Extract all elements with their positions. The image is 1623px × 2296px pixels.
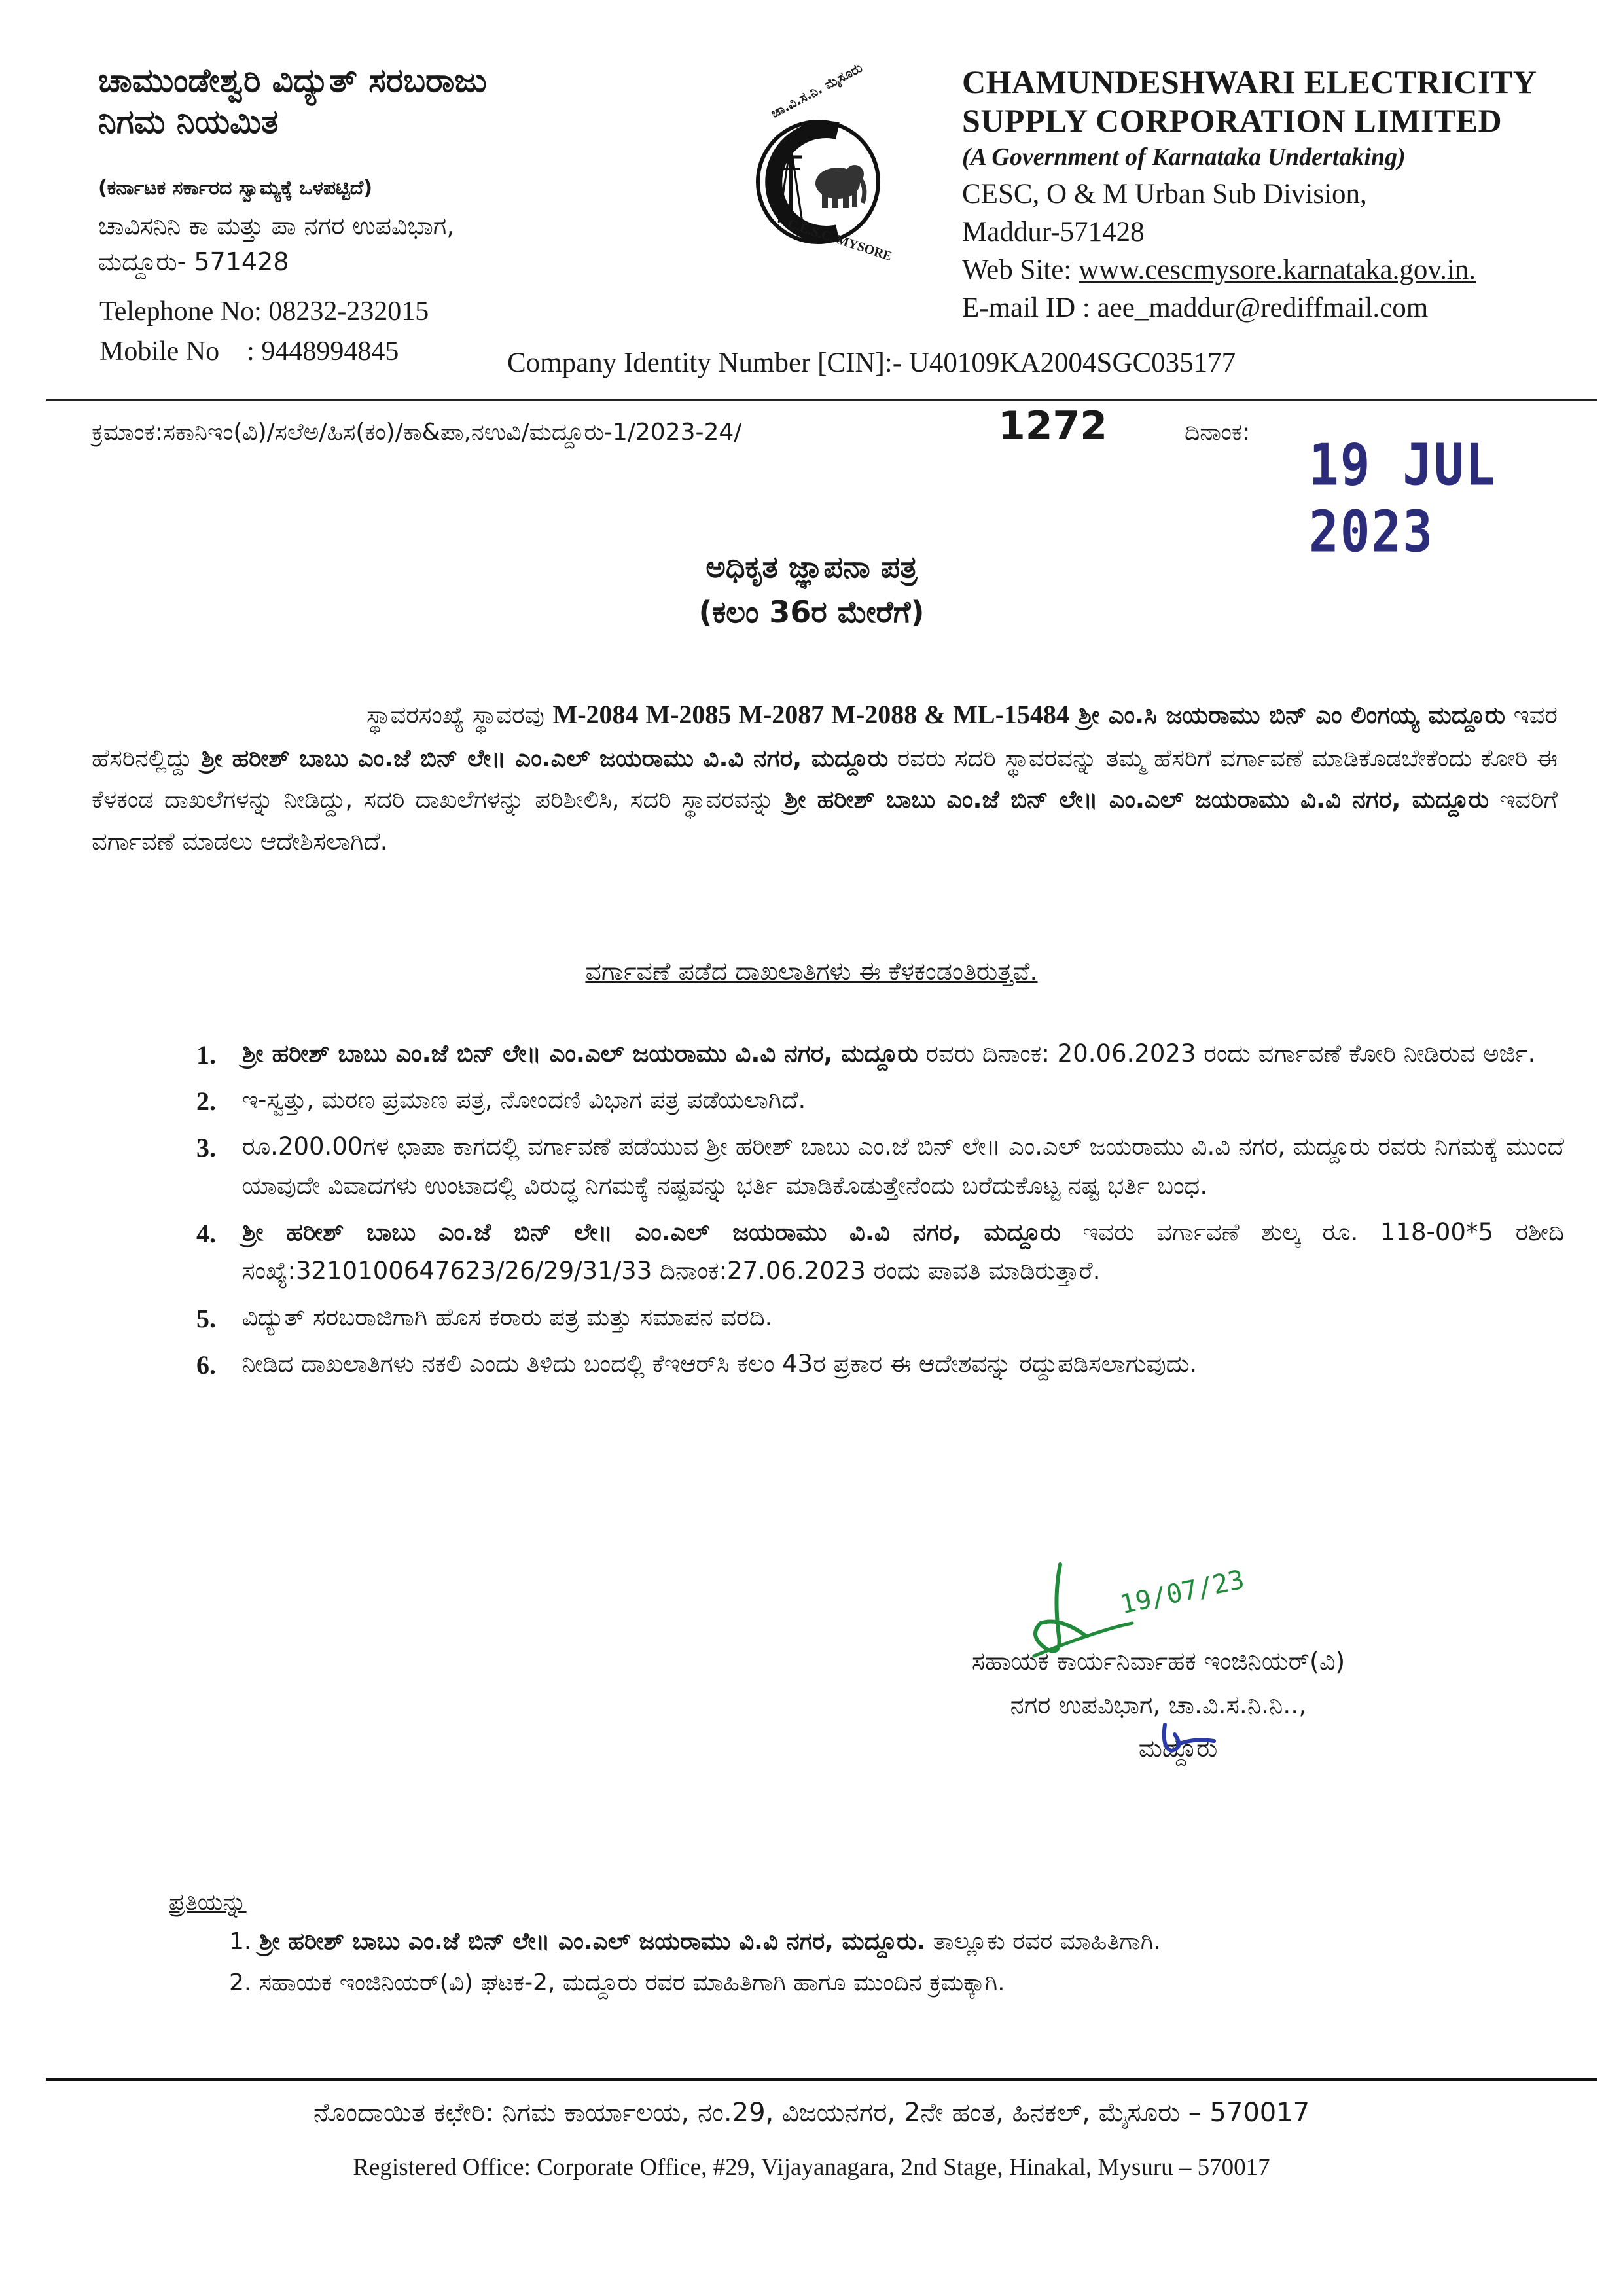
body-paragraph [92,692,1558,863]
footer-divider [46,2078,1597,2081]
reference-number: 1272 [998,403,1107,449]
copy-item-number: 2. [229,1969,252,1996]
document-title [0,545,1623,635]
kn-company-name-line1: ಚಾಮುಂಡೇಶ್ವರಿ ವಿದ್ಯುತ್ ಸರಬರಾಜು [98,62,487,99]
kn-address [98,208,454,280]
en-company-name [962,63,1537,140]
body-text-mid2: ರವರು ಸದರಿ ಸ್ಥಾವರವನ್ನು ತಮ್ಮ ಹೆಸರಿಗೆ ವರ್ಗಾವಣೆ ಮಾಡಿಕೊಡಬೇಕೆಂದು ಕೋರಿ ಈ ಕೆಳಕಂಡ ದಾಖಲೆಗಳನ್ನು ನೀಡಿದ್ದು, ಸದರಿ ದಾಖಲೆಗಳನ್ನು ಪರಿಶೀಲಿಸಿ, ಸದರಿ ಸ್ಥಾವರವನ್ನು [92,744,1558,814]
website-link[interactable]: www.cescmysore.karnataka.gov.in. [1079,255,1476,286]
copy-item-bold: ಶ್ರೀ ಹರೀಶ್ ಬಾಬು ಎಂ.ಜೆ ಬಿನ್ ಲೇ॥ ಎಂ.ಎಲ್ ಜಯರಾಮು ವಿ.ವಿ ನಗರ, ಮದ್ದೂರು. [259,1928,926,1955]
list-item [229,1921,1571,1962]
reference-number-label: ಕ್ರಮಾಂಕ:ಸಕಾನಿಇಂ(ವಿ)/ಸಲೆಅ/ಹಿಸ(ಕಂ)/ಕಾ&ಪಾ,ನಉವಿ/ಮದ್ದೂರು-1/2023-24/ [92,419,742,446]
list-item-bold: ಶ್ರೀ ಹರೀಶ್ ಬಾಬು ಎಂ.ಜೆ ಬಿನ್ ಲೇ॥ ಎಂ.ಎಲ್ ಜಯರಾಮು ವಿ.ವಿ ನಗರ, ಮದ್ದೂರು [242,1217,1061,1246]
email: E-mail ID : aee_maddur@rediffmail.com [962,293,1429,324]
list-item [229,1962,1571,2003]
documents-heading: ವರ್ಗಾವಣೆ ಪಡೆದ ದಾಖಲಾತಿಗಳು ಈ ಕೆಳಕಂಡಂತಿರುತ್ತವೆ. [585,957,1038,986]
installation-numbers: M-2084 M-2085 M-2087 M-2088 & ML-15484 [552,700,1069,729]
body-text-mid1: ಇವರ ಹೆಸರಿನಲ್ಲಿದ್ದು [92,701,1558,772]
date-stamp: 19 JUL 2023 [1309,431,1497,565]
list-item-text: ವಿದ್ಯುತ್ ಸರಬರಾಜಿಗಾಗಿ ಹೊಸ ಕರಾರು ಪತ್ರ ಮತ್ತು ಸಮಾಪನ ವರದಿ. [242,1303,773,1332]
applicant-name-repeat: ಶ್ರೀ ಹರೀಶ್ ಬಾಬು ಎಂ.ಜೆ ಬಿನ್ ಲೇ॥ ಎಂ.ಎಲ್ ಜಯರಾಮು ವಿ.ವಿ ನಗರ, ಮದ್ದೂರು [784,785,1489,814]
list-item-number: 1. [196,1040,216,1069]
website-label: Web Site: [962,255,1079,286]
copy-item-number: 1. [229,1928,252,1955]
footer-en-address: Registered Office: Corporate Office, #29, Vijayanagara, 2nd Stage, Hinakal, Mysuru – 570017 [353,2154,1270,2181]
list-item-text: ನೀಡಿದ ದಾಖಲಾತಿಗಳು ನಕಲಿ ಎಂದು ತಿಳಿದು ಬಂದಲ್ಲಿ ಕೆಇಆರ್‌ಸಿ ಕಲಂ 43ರ ಪ್ರಕಾರ ಈ ಆದೇಶವನ್ನು ರದ್ದುಪಡಿಸಲಾಗುವುದು. [242,1350,1198,1378]
list-item [196,1213,1564,1290]
list-item-text: ಇವರು ವರ್ಗಾವಣೆ ಶುಲ್ಕ ರೂ. 118-00*5 ರಶೀದಿ ಸಂಖ್ಯೆ:3210100647623/26/29/31/33 ದಿನಾಂಕ:27.06.2023 ರಂದು ಪಾವತಿ ಮಾಡಿರುತ್ತಾರೆ. [242,1217,1564,1285]
cesc-logo [740,60,897,264]
document-title-line2: (ಕಲಂ 36ರ ಮೇರೆಗೆ) [698,594,925,630]
list-item [196,1034,1564,1073]
documents-list [196,1034,1564,1391]
kn-company-name [98,60,487,142]
list-item-text: ರವರು ದಿನಾಂಕ: 20.06.2023 ರಂದು ವರ್ಗಾವಣೆ ಕೋರಿ ನೀಡಿರುವ ಅರ್ಜಿ. [918,1039,1536,1067]
list-item [196,1081,1564,1119]
contact-numbers [99,292,429,372]
header-divider [46,399,1597,401]
document-title-line1: ಅಧಿಕೃತ ಜ್ಞಾಪನಾ ಪತ್ರ [705,549,918,584]
en-office: CESC, O & M Urban Sub Division, [962,179,1367,209]
telephone: Telephone No: 08232-232015 [99,296,429,327]
list-item-number: 4. [196,1218,216,1248]
current-owner: ಶ್ರೀ ಎಂ.ಸಿ ಜಯರಾಮು ಬಿನ್ ಎಂ ಲಿಂಗಯ್ಯ ಮದ್ದೂರು [1069,701,1506,729]
logo-text-bottom: C.E.S.C. MYSORE [785,216,894,264]
initials-icon [1155,1718,1221,1757]
list-item-bold: ಶ್ರೀ ಹರೀಶ್ ಬಾಬು ಎಂ.ಜೆ ಬಿನ್ ಲೇ॥ ಎಂ.ಎಲ್ ಜಯರಾಮು ವಿ.ವಿ ನಗರ, ಮದ್ದೂರು [242,1039,918,1067]
signatory-office: ನಗರ ಉಪವಿಭಾಗ, ಚಾ.ವಿ.ಸ.ನಿ.ನಿ.., [1010,1690,1307,1719]
applicant-name: ಶ್ರೀ ಹರೀಶ್ ಬಾಬು ಎಂ.ಜೆ ಬಿನ್ ಲೇ॥ ಎಂ.ಎಲ್ ಜಯರಾಮು ವಿ.ವಿ ನಗರ, ಮದ್ದೂರು [201,744,889,772]
copy-item-text: ಸಹಾಯಕ ಇಂಜಿನಿಯರ್(ವಿ) ಘಟಕ-2, ಮದ್ದೂರು ರವರ ಮಾಹಿತಿಗಾಗಿ ಹಾಗೂ ಮುಂದಿನ ಕ್ರಮಕ್ಕಾಗಿ. [259,1969,1005,1996]
kn-office: ಚಾವಿಸನಿನಿ ಕಾ ಮತ್ತು ಪಾ ನಗರ ಉಪವಿಭಾಗ, [98,211,455,240]
list-item-text: ಇ-ಸ್ವತ್ತು, ಮರಣ ಪ್ರಮಾಣ ಪತ್ರ, ನೋಂದಣಿ ವಿಭಾಗ ಪತ್ರ ಪಡೆಯಲಾಗಿದೆ. [242,1086,806,1115]
copies-label: ಪ್ರತಿಯನ್ನು [169,1889,247,1916]
signature-date: 19/07/23 [1117,1564,1247,1621]
cin-line [507,347,1236,379]
logo-text-top: ಚಾ.ವಿ.ಸ.ನಿ. ಮೈಸೂರು [768,60,865,121]
date-label: ದಿನಾಂಕ: [1185,419,1251,446]
list-item-number: 6. [196,1350,216,1380]
cin-text: Company Identity Number [CIN]:- U40109KA2004SGC035177 [507,348,1236,378]
list-item [196,1298,1564,1336]
kn-company-name-line2: ನಿಗಮ ನಿಯಮಿತ [98,102,279,141]
website-line [962,251,1476,289]
kn-city: ಮದ್ದೂರು- 571428 [98,247,289,277]
signatory-place: ಮದ್ದೂರು [1138,1734,1218,1763]
en-company-name-line1: CHAMUNDESHWARI ELECTRICITY [962,63,1537,100]
en-company-name-line2: SUPPLY CORPORATION LIMITED [962,102,1503,139]
list-item-text: ರೂ.200.00ಗಳ ಛಾಪಾ ಕಾಗದಲ್ಲಿ ವರ್ಗಾವಣೆ ಪಡೆಯುವ ಶ್ರೀ ಹರೀಶ್ ಬಾಬು ಎಂ.ಜೆ ಬಿನ್ ಲೇ॥ ಎಂ.ಎಲ್ ಜಯರಾಮು ವಿ.ವಿ ನಗರ, ಮದ್ದೂರು ರವರು ನಿಗಮಕ್ಕೆ ಮುಂದೆ ಯಾವುದೇ ವಿವಾದಗಳು ಉಂಟಾದಲ್ಲಿ ವಿರುದ್ಧ ನಿಗಮಕ್ಕೆ ನಷ್ಟವನ್ನು ಭರ್ತಿ ಮಾಡಿಕೊಡುತ್ತೇನೆಂದು ಬರೆದುಕೊಟ್ಟ ನಷ್ಟ ಭರ್ತಿ ಬಂಧ. [242,1132,1564,1200]
en-govt-note: (A Government of Karnataka Undertaking) [962,143,1406,171]
initials [1155,1718,1221,1760]
signatory-designation: ಸಹಾಯಕ ಕಾರ್ಯನಿರ್ವಾಹಕ ಇಂಜಿನಿಯರ್(ವಿ) [971,1647,1346,1676]
footer-kn-address: ನೊಂದಾಯಿತ ಕಛೇರಿ: ನಿಗಮ ಕಾರ್ಯಾಲಯ, ನಂ.29, ವಿಜಯನಗರ, 2ನೇ ಹಂತ, ಹಿನಕಲ್, ಮೈಸೂರು – 570017 [313,2098,1310,2128]
mobile: Mobile No : 9448994845 [99,336,399,367]
list-item-number: 3. [196,1133,216,1163]
copies-list [229,1921,1571,2003]
list-item [196,1344,1564,1383]
en-city: Maddur-571428 [962,217,1145,248]
list-item-number: 5. [196,1304,216,1334]
list-item-number: 2. [196,1086,216,1117]
list-item [196,1127,1564,1204]
body-text-end: ಇವರಿಗೆ ವರ್ಗಾವಣೆ ಮಾಡಲು ಆದೇಶಿಸಲಾಗಿದೆ. [92,785,1558,856]
en-address [962,175,1476,327]
copy-item-text: ತಾಲ್ಲೂಕು ರವರ ಮಾಹಿತಿಗಾಗಿ. [925,1928,1161,1955]
body-text-start: ಸ್ಥಾವರಸಂಖ್ಯೆ ಸ್ಥಾವರವು [366,701,553,729]
kn-govt-note: (ಕರ್ನಾಟಕ ಸರ್ಕಾರದ ಸ್ವಾಮ್ಯಕ್ಕೆ ಒಳಪಟ್ಟಿದೆ) [98,177,373,200]
